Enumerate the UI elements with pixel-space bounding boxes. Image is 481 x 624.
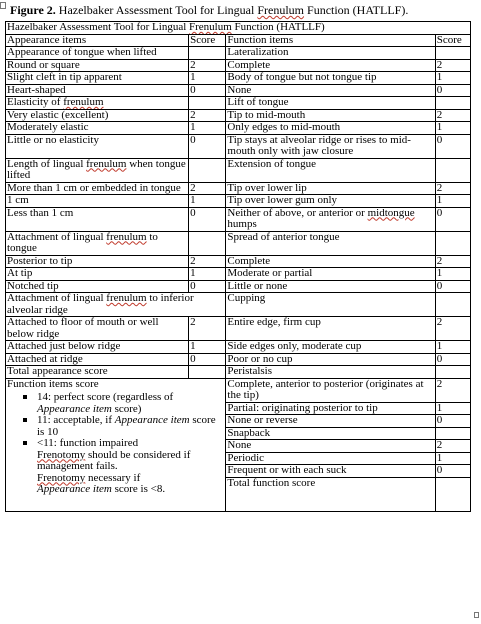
total-function-score-value xyxy=(435,477,470,511)
function-item: Tip over lower gum only xyxy=(226,195,435,208)
function-item-text: humps xyxy=(227,218,257,230)
legend-text: score is <8. xyxy=(111,483,166,495)
legend-text: Frenotomy xyxy=(37,448,86,461)
appearance-item xyxy=(6,231,189,255)
table-row xyxy=(6,353,471,366)
table-title-frenulum: Frenulum xyxy=(189,21,232,33)
paragraph-anchor-icon xyxy=(0,2,6,9)
function-score: 2 xyxy=(435,378,470,402)
table-row xyxy=(6,59,471,72)
legend-list xyxy=(7,392,224,496)
appearance-item-text: frenulum xyxy=(86,158,127,170)
header-score: Score xyxy=(189,34,226,47)
appearance-score xyxy=(189,231,226,255)
appearance-item-text: frenulum xyxy=(106,292,147,304)
table-row xyxy=(6,341,471,354)
header-appearance-items: Appearance items xyxy=(6,34,189,47)
function-score xyxy=(435,366,470,379)
table-row xyxy=(6,293,471,317)
table-row xyxy=(6,84,471,97)
function-item: Cupping xyxy=(226,293,435,317)
table-row xyxy=(6,366,471,379)
legend-text: Frenotomy xyxy=(37,471,86,484)
table-row xyxy=(6,47,471,60)
appearance-item-text: frenulum xyxy=(63,96,104,108)
appearance-item-text: Attachment of lingual xyxy=(7,231,107,243)
table-row xyxy=(6,207,471,231)
function-score xyxy=(435,47,470,60)
appearance-score: 1 xyxy=(189,195,226,208)
legend-heading: Function items score xyxy=(7,378,99,390)
appearance-item-text: Attachment of lingual xyxy=(7,292,107,304)
function-items-score-legend xyxy=(6,378,226,511)
function-score: 1 xyxy=(435,341,470,354)
appearance-score: 0 xyxy=(189,207,226,231)
total-appearance-score-value xyxy=(189,366,226,379)
appearance-item: Attached to floor of mouth or well below ridge xyxy=(6,317,189,341)
function-score: 2 xyxy=(435,317,470,341)
function-item: Tip to mid-mouth xyxy=(226,109,435,122)
appearance-item xyxy=(6,158,189,182)
appearance-score: 0 xyxy=(189,353,226,366)
header-score: Score xyxy=(435,34,470,47)
appearance-item-text: Length of lingual xyxy=(7,158,87,170)
appearance-score xyxy=(189,158,226,182)
function-score xyxy=(435,158,470,182)
appearance-item-text: to tongue xyxy=(7,231,158,254)
appearance-item: Posterior to tip xyxy=(6,255,189,268)
caption-title-frenulum: Frenulum xyxy=(257,3,305,17)
function-item: Side edges only, moderate cup xyxy=(226,341,435,354)
function-score: 0 xyxy=(435,84,470,97)
table-row xyxy=(6,378,471,402)
function-item: None or reverse xyxy=(226,415,435,428)
function-item: Tip stays at alveolar ridge or rises to mid-mouth only with jaw closure xyxy=(226,134,435,158)
function-score: 2 xyxy=(435,109,470,122)
function-item: Tip over lower lip xyxy=(226,182,435,195)
appearance-item: Attached at ridge xyxy=(6,353,189,366)
function-item: None xyxy=(226,84,435,97)
function-item: None xyxy=(226,440,435,453)
table-row xyxy=(6,158,471,182)
function-score: 1 xyxy=(435,268,470,281)
table-title xyxy=(6,22,471,35)
caption-title-part: Hazelbaker Assessment Tool for Lingual xyxy=(55,3,258,17)
table-row xyxy=(6,72,471,85)
function-item: Complete, anterior to posterior (originates at the tip) xyxy=(226,378,435,402)
legend-text: should be considered if management fails. xyxy=(37,448,191,472)
function-score: 0 xyxy=(435,207,470,231)
table-row xyxy=(6,182,471,195)
function-score: 1 xyxy=(435,452,470,465)
function-item: Extension of tongue xyxy=(226,158,435,182)
appearance-score xyxy=(189,97,226,110)
function-score: 0 xyxy=(435,353,470,366)
function-score: 1 xyxy=(435,195,470,208)
function-item: Moderate or partial xyxy=(226,268,435,281)
function-item-text: midtongue xyxy=(367,207,415,219)
total-appearance-score-label: Total appearance score xyxy=(6,366,189,379)
table-row xyxy=(6,122,471,135)
appearance-score: 2 xyxy=(189,59,226,72)
appearance-item: 1 cm xyxy=(6,195,189,208)
function-item: Little or none xyxy=(226,280,435,293)
appearance-item xyxy=(6,293,226,317)
legend-text-italic: Appearance item xyxy=(37,483,112,495)
function-score: 2 xyxy=(435,59,470,72)
appearance-item-text: when tongue lifted xyxy=(7,158,186,181)
function-score: 2 xyxy=(435,255,470,268)
appearance-score: 0 xyxy=(189,280,226,293)
function-item: Complete xyxy=(226,59,435,72)
function-score: 1 xyxy=(435,122,470,135)
appearance-score: 1 xyxy=(189,268,226,281)
function-score: 0 xyxy=(435,465,470,478)
legend-item xyxy=(37,415,224,438)
table-row xyxy=(6,97,471,110)
appearance-score: 1 xyxy=(189,122,226,135)
legend-text: 14: perfect score (regardless of xyxy=(37,391,174,403)
appearance-item-text: frenulum xyxy=(106,231,147,243)
header-row xyxy=(6,34,471,47)
table-row xyxy=(6,268,471,281)
function-item xyxy=(226,207,435,231)
appearance-item: Appearance of tongue when lifted xyxy=(6,47,189,60)
legend-text: score) xyxy=(111,402,142,415)
legend-text: 11: acceptable, if xyxy=(37,414,115,426)
function-item-text: Neither of above, or anterior or xyxy=(227,207,368,219)
appearance-item xyxy=(6,97,189,110)
appearance-item: Notched tip xyxy=(6,280,189,293)
appearance-item-text: to inferior alveolar ridge xyxy=(7,292,194,316)
function-item: Spread of anterior tongue xyxy=(226,231,435,255)
function-item: Lateralization xyxy=(226,47,435,60)
table-row xyxy=(6,280,471,293)
function-score: 1 xyxy=(435,402,470,415)
legend-text: score is 10 xyxy=(37,414,216,438)
header-function-items: Function items xyxy=(226,34,435,47)
appearance-item: Slight cleft in tip apparent xyxy=(6,72,189,85)
figure-caption xyxy=(10,3,408,18)
function-item: Body of tongue but not tongue tip xyxy=(226,72,435,85)
appearance-score: 0 xyxy=(189,134,226,158)
legend-text: necessary if xyxy=(85,471,141,484)
appearance-score: 2 xyxy=(189,317,226,341)
function-item: Periodic xyxy=(226,452,435,465)
table-row xyxy=(6,231,471,255)
appearance-score: 2 xyxy=(189,182,226,195)
function-score: 1 xyxy=(435,72,470,85)
legend-item xyxy=(37,392,224,415)
appearance-score: 2 xyxy=(189,109,226,122)
function-item: Entire edge, firm cup xyxy=(226,317,435,341)
function-score xyxy=(435,97,470,110)
figure-label: Figure 2. xyxy=(10,3,56,17)
table-title-text: Function (HATLLF) xyxy=(231,21,325,33)
legend-text-italic: Appearance item xyxy=(37,402,112,415)
table-row xyxy=(6,134,471,158)
total-function-score-label: Total function score xyxy=(226,477,435,511)
function-item: Poor or no cup xyxy=(226,353,435,366)
caption-title-part: Function (HATLLF). xyxy=(304,3,409,17)
appearance-item: Round or square xyxy=(6,59,189,72)
function-score xyxy=(435,293,470,317)
appearance-item: Little or no elasticity xyxy=(6,134,189,158)
function-item: Snapback xyxy=(226,427,435,440)
table-title-row xyxy=(6,22,471,35)
appearance-item: Less than 1 cm xyxy=(6,207,189,231)
function-item: Only edges to mid-mouth xyxy=(226,122,435,135)
function-item: Partial: originating posterior to tip xyxy=(226,402,435,415)
appearance-score xyxy=(189,47,226,60)
function-item: Lift of tongue xyxy=(226,97,435,110)
legend-text: <11: function impaired xyxy=(37,437,139,449)
appearance-score: 1 xyxy=(189,72,226,85)
legend-item xyxy=(37,438,224,496)
table-row xyxy=(6,317,471,341)
appearance-score: 0 xyxy=(189,84,226,97)
function-item: Peristalsis xyxy=(226,366,435,379)
function-score: 2 xyxy=(435,440,470,453)
appearance-item: Very elastic (excellent) xyxy=(6,109,189,122)
function-item: Frequent or with each suck xyxy=(226,465,435,478)
appearance-item: At tip xyxy=(6,268,189,281)
appearance-item: Moderately elastic xyxy=(6,122,189,135)
function-score xyxy=(435,427,470,440)
function-score: 0 xyxy=(435,134,470,158)
function-score: 0 xyxy=(435,415,470,428)
appearance-item: More than 1 cm or embedded in tongue xyxy=(6,182,189,195)
function-score: 0 xyxy=(435,280,470,293)
function-score: 2 xyxy=(435,182,470,195)
appearance-score: 1 xyxy=(189,341,226,354)
appearance-item: Attached just below ridge xyxy=(6,341,189,354)
table-row xyxy=(6,109,471,122)
function-score xyxy=(435,231,470,255)
function-item: Complete xyxy=(226,255,435,268)
appearance-item: Heart-shaped xyxy=(6,84,189,97)
appearance-item-text: Elasticity of xyxy=(7,96,64,108)
appearance-score: 2 xyxy=(189,255,226,268)
table-row xyxy=(6,195,471,208)
table-row xyxy=(6,255,471,268)
legend-text-italic: Appearance item xyxy=(114,414,190,426)
end-of-cell-mark-icon xyxy=(474,612,479,618)
hatllf-table xyxy=(5,21,471,512)
table-title-text: Hazelbaker Assessment Tool for Lingual xyxy=(7,21,190,33)
